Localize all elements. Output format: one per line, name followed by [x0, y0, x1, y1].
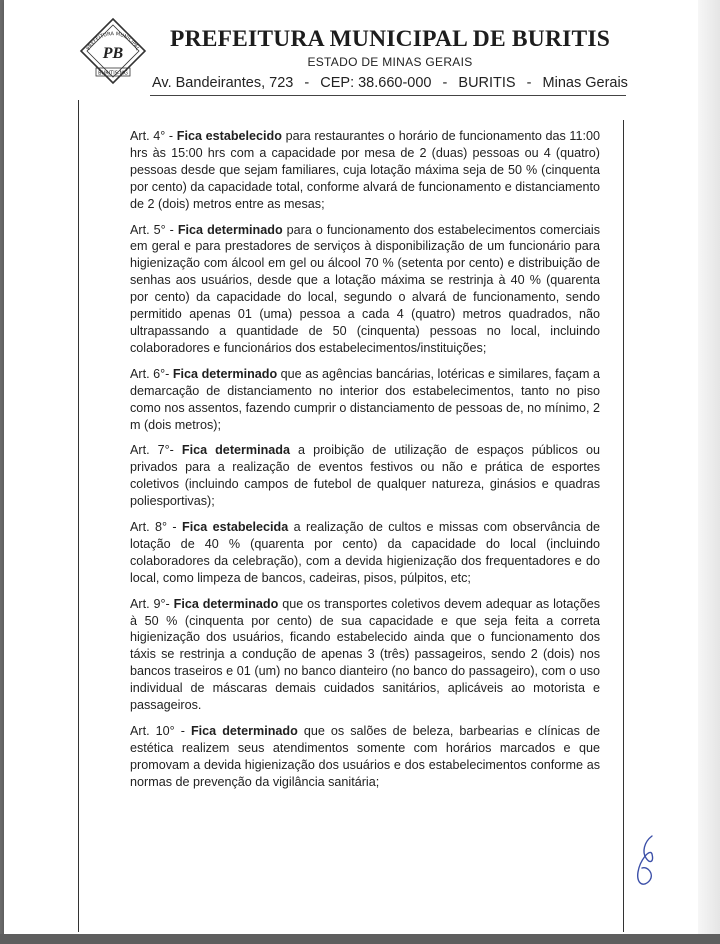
header-title: PREFEITURA MUNICIPAL DE BURITIS	[170, 26, 610, 52]
article-text: a realização de cultos e missas com observância de lotação de 40 % (quarenta por cento) da capacidade do local (incluindo colaboradores da celebração), com a devida higienização dos frequentadores e do local, como limpeza de bancos, cadeiras, pisos, púlpitos, etc;	[130, 520, 601, 585]
article-verb: Fica estabelecido	[176, 129, 282, 143]
article-verb: Fica determinada	[181, 443, 291, 458]
article-verb: Fica determinado	[172, 366, 278, 381]
article-text: que os salões de beleza, barbearias e clínicas de estética realizem seus atendimentos somente com horários marcados e que promovam a devida higienização dos usuários e dos estabelecimentos conforme as normas de prevenção da vigilância sanitária;	[130, 724, 601, 789]
article-number: Art. 4° -	[130, 129, 174, 143]
article-text: para restaurantes o horário de funcionamento das 11:00 hrs às 15:00 hrs com a capacidade por mesa de 2 (duas) pessoas ou 4 (quatro) pessoas desde que sejam familiares, cuja lotação máxima seja de 50 % (cinquenta por cento) da capacidade total, conforme alvará de funcionamento e distanciamento de 2 (dois) metros entre as mesas;	[130, 129, 601, 211]
seal-monogram: PB	[102, 45, 124, 62]
article-number: Art. 9°-	[130, 596, 170, 611]
article-verb: Fica determinado	[173, 596, 279, 611]
article-number: Art. 8° -	[130, 520, 177, 535]
seal-text-bottom: BURITIS-MG	[98, 70, 128, 77]
article-text: a proibição de utilização de espaços públicos ou privados para a realização de eventos festivos ou não e prática de esportes coletivos (incluindo campos de futebol de qualquer natureza, ginásios e quadras poliesportivas);	[130, 443, 600, 509]
address-cep: CEP: 38.660-000	[320, 75, 432, 91]
article-number: Art. 6°-	[130, 366, 170, 381]
article-number: Art. 10° -	[130, 724, 185, 738]
header-rule	[150, 95, 626, 96]
article-verb: Fica determinado	[190, 724, 298, 738]
seal-text-top: PREFEITURA MUNICIPAL	[85, 31, 141, 52]
article-verb: Fica determinado	[177, 222, 283, 237]
address-separator: -	[442, 75, 448, 91]
article-9	[130, 596, 600, 714]
handwritten-initial-icon	[630, 832, 670, 892]
article-4	[130, 128, 600, 213]
address-street: Av. Bandeirantes, 723	[152, 75, 294, 91]
article-verb: Fica estabelecida	[182, 520, 289, 535]
address-city: BURITIS	[458, 75, 516, 91]
article-5	[130, 222, 600, 357]
header-state: ESTADO DE MINAS GERAIS	[307, 55, 473, 69]
article-text: que as agências bancárias, lotéricas e similares, façam a demarcação de distanciamento no interior dos estabelecimentos, tanto no piso como nos assentos, fazendo cumprir o distanciamento de pessoas de, no mínimo, 2 m (dois metros);	[130, 366, 600, 432]
article-number: Art. 5° -	[130, 222, 174, 237]
municipal-seal-icon	[78, 16, 148, 86]
address-separator: -	[304, 75, 310, 91]
article-7	[130, 442, 600, 510]
article-6	[130, 366, 600, 434]
article-text: para o funcionamento dos estabelecimentos comerciais em geral e para prestadores de serviços à disponibilização de um funcionário para higienização com álcool em gel ou álcool 70 % (setenta por cento) e distribuição de senhas aos usuários, desde que a lotação máxima se restrinja à 40 % (quarenta por cento) da capacidade do local, segundo o alvará de funcionamento, sendo permitido apenas 01 (uma) pessoa a cada 4 (quatro) metros quadrados, não ultrapassando a quantidade de 50 (cinquenta) pessoas no local, incluindo colaboradores e funcionários dos estabelecimentos/instituições;	[130, 222, 601, 355]
background-edge	[0, 934, 720, 944]
document-body	[130, 128, 600, 800]
article-number: Art. 7°-	[130, 443, 174, 458]
article-8	[130, 519, 600, 587]
header-address	[152, 75, 628, 91]
page-shadow	[698, 0, 720, 938]
article-10	[130, 723, 600, 791]
address-separator: -	[526, 75, 532, 91]
margin-line-right	[623, 120, 624, 932]
article-text: que os transportes coletivos devem adequar as lotações à 50 % (cinquenta por cento) de sua capacidade e que seja feita a correta higienização dos usuários, ficando estabelecido ainda que o funcionamento dos táxis se restrinja a condução de apenas 3 (três) passageiros, sendo 2 (dois) nos bancos traseiros e 01 (um) no banco dianteiro (no banco do passageiro), com o uso individual de máscaras demais cuidados sanitários, aplicáveis ao motorista e passageiros.	[130, 596, 601, 713]
address-state: Minas Gerais	[542, 75, 628, 91]
margin-line-left	[78, 100, 79, 932]
